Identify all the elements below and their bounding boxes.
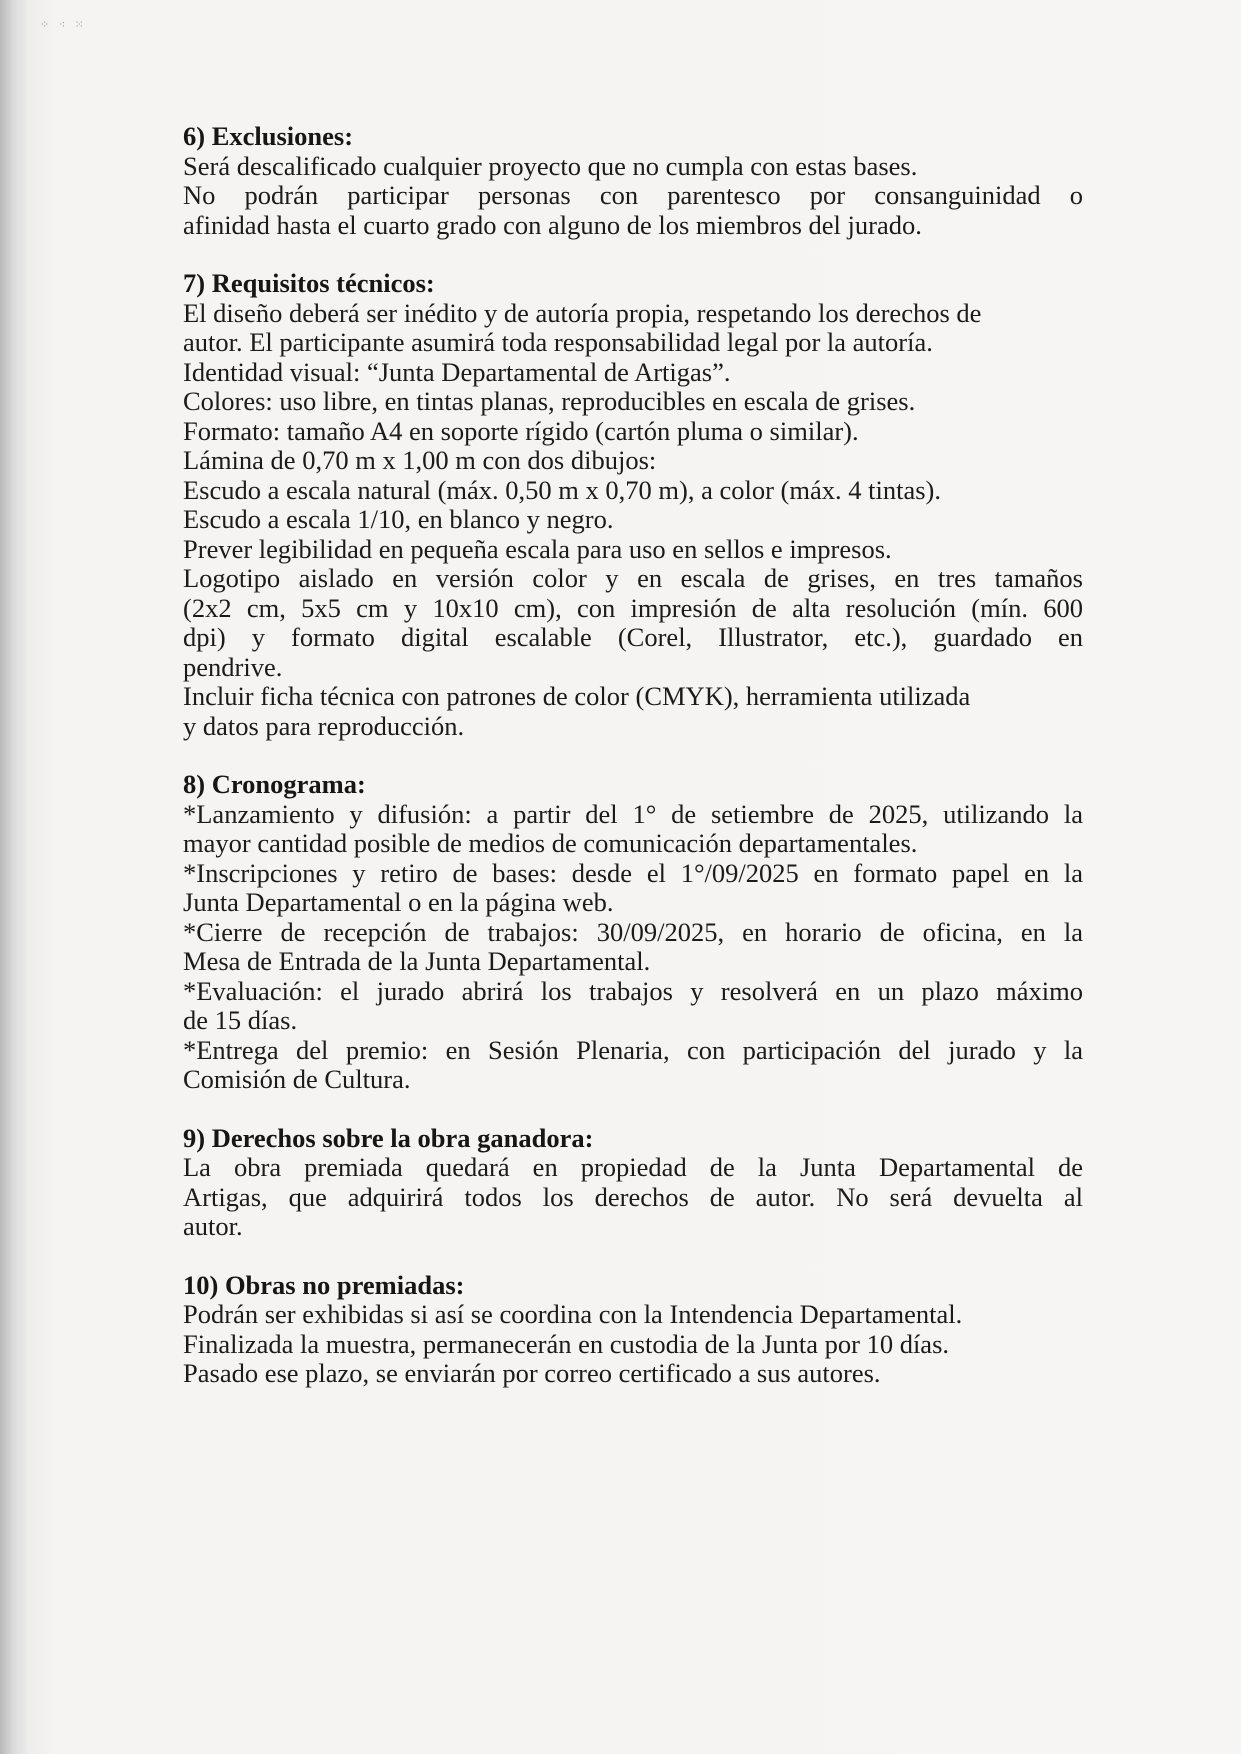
text-line: Formato: tamaño A4 en soporte rígido (cartón pluma o similar). bbox=[183, 415, 859, 446]
text-line: *Inscripciones y retiro de bases: desde el 1°/09/2025 en formato papel en la bbox=[183, 857, 1083, 888]
section-heading: 9) Derechos sobre la obra ganadora: bbox=[183, 1122, 594, 1153]
text-line: pendrive. bbox=[183, 651, 283, 682]
section-exclusiones bbox=[183, 122, 1083, 240]
section-obras-no-premiadas bbox=[183, 1271, 1083, 1389]
section-heading: 10) Obras no premiadas: bbox=[183, 1269, 465, 1300]
text-line: Incluir ficha técnica con patrones de color (CMYK), herramienta utilizada bbox=[183, 681, 971, 711]
text-line: La obra premiada quedará en propiedad de la Junta Departamental de bbox=[183, 1152, 1083, 1182]
document-body bbox=[183, 122, 1083, 1418]
text-line: autor. El participante asumirá toda responsabilidad legal por la autoría. bbox=[183, 327, 933, 357]
text-line: afinidad hasta el cuarto grado con alguno de los miembros del jurado. bbox=[183, 209, 922, 240]
section-heading: 6) Exclusiones: bbox=[183, 121, 354, 151]
section-derechos-obra-ganadora bbox=[183, 1124, 1083, 1242]
text-line: Comisión de Cultura. bbox=[183, 1064, 411, 1094]
text-line: Prever legibilidad en pequeña escala para uso en sellos e impresos. bbox=[183, 533, 892, 564]
text-line: Logotipo aislado en versión color y en escala de grises, en tres tamaños bbox=[183, 563, 1083, 593]
section-requisitos-tecnicos bbox=[183, 269, 1083, 741]
text-line: Identidad visual: “Junta Departamental de Artigas”. bbox=[183, 356, 731, 387]
text-line: *Entrega del premio: en Sesión Plenaria, con participación del jurado y la bbox=[183, 1034, 1083, 1065]
text-line: Finalizada la muestra, permanecerán en custodia de la Junta por 10 días. bbox=[183, 1328, 950, 1359]
text-line: No podrán participar personas con parentesco por consanguinidad o bbox=[183, 180, 1083, 210]
text-line: Escudo a escala natural (máx. 0,50 m x 0,70 m), a color (máx. 4 tintas). bbox=[183, 474, 941, 505]
text-line: mayor cantidad posible de medios de comunicación departamentales. bbox=[183, 828, 918, 858]
text-line: Mesa de Entrada de la Junta Departamental. bbox=[183, 946, 651, 976]
text-line: y datos para reproducción. bbox=[183, 710, 465, 741]
section-heading: 7) Requisitos técnicos: bbox=[183, 268, 435, 298]
text-line: Colores: uso libre, en tintas planas, reproducibles en escala de grises. bbox=[183, 386, 916, 416]
section-cronograma bbox=[183, 770, 1083, 1095]
text-line: *Evaluación: el jurado abrirá los trabajos y resolverá en un plazo máximo bbox=[183, 975, 1083, 1006]
text-line: Lámina de 0,70 m x 1,00 m con dos dibujos: bbox=[183, 445, 657, 475]
scan-specks: ⁘ ⁖ ⁙ bbox=[40, 18, 87, 31]
text-line: Será descalificado cualquier proyecto que no cumpla con estas bases. bbox=[183, 150, 918, 181]
page-edge-shadow bbox=[0, 0, 28, 1754]
text-line: Podrán ser exhibidas si así se coordina con la Intendencia Departamental. bbox=[183, 1299, 963, 1329]
text-line: Pasado ese plazo, se enviarán por correo certificado a sus autores. bbox=[183, 1358, 881, 1388]
text-line: El diseño deberá ser inédito y de autoría propia, respetando los derechos de bbox=[183, 297, 982, 328]
text-line: dpi) y formato digital escalable (Corel, Illustrator, etc.), guardado en bbox=[183, 622, 1083, 652]
text-line: Escudo a escala 1/10, en blanco y negro. bbox=[183, 504, 614, 534]
text-line: de 15 días. bbox=[183, 1005, 298, 1035]
text-line: Artigas, que adquirirá todos los derechos de autor. No será devuelta al bbox=[183, 1181, 1083, 1212]
text-line: autor. bbox=[183, 1211, 243, 1241]
text-line: *Cierre de recepción de trabajos: 30/09/2025, en horario de oficina, en la bbox=[183, 916, 1083, 947]
text-line: Junta Departamental o en la página web. bbox=[183, 887, 614, 917]
section-heading: 8) Cronograma: bbox=[183, 769, 366, 799]
text-line: (2x2 cm, 5x5 cm y 10x10 cm), con impresión de alta resolución (mín. 600 bbox=[183, 592, 1083, 623]
text-line: *Lanzamiento y difusión: a partir del 1° de setiembre de 2025, utilizando la bbox=[183, 798, 1083, 829]
